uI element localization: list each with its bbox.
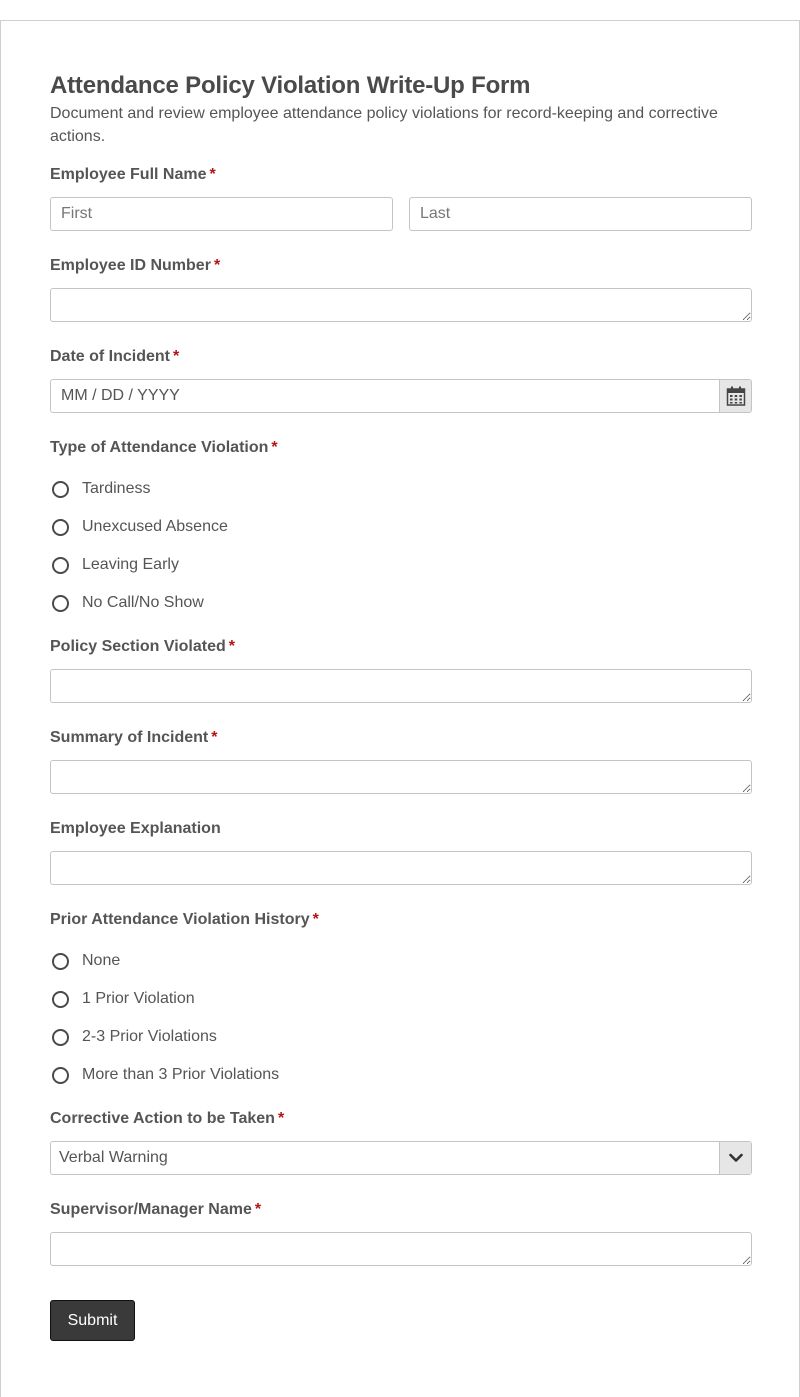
last-name-input[interactable] (409, 197, 752, 231)
corrective-action-select[interactable] (50, 1141, 752, 1175)
radio-label: Leaving Early (82, 556, 179, 573)
date-placeholder: MM / DD / YYYY (61, 387, 180, 404)
violation-type-label-text: Type of Attendance Violation (50, 439, 269, 456)
policy-section-label (50, 638, 235, 656)
supervisor-label (50, 1201, 261, 1219)
incident-date-label (50, 348, 179, 366)
form-title: Attendance Policy Violation Write-Up Form (50, 72, 531, 99)
employee-id-field[interactable] (50, 288, 752, 322)
violation-type-label (50, 439, 278, 457)
radio-option-none[interactable] (50, 949, 120, 973)
radio-button[interactable] (52, 953, 69, 970)
radio-label: Unexcused Absence (82, 518, 228, 535)
radio-option-leaving-early[interactable] (50, 553, 179, 577)
required-marker: * (213, 257, 221, 274)
required-marker: * (209, 166, 216, 183)
radio-label: No Call/No Show (82, 594, 204, 611)
incident-date-field[interactable] (50, 379, 752, 413)
form-card (0, 20, 800, 1397)
radio-button[interactable] (52, 519, 69, 536)
radio-option-tardiness[interactable] (50, 477, 150, 501)
radio-option-1-prior[interactable] (50, 987, 195, 1011)
employee-id-label-text: Employee ID Number (50, 257, 211, 274)
employee-name-label (50, 166, 216, 184)
required-marker: * (254, 1201, 262, 1218)
prior-history-label (50, 911, 319, 929)
prior-history-label-text: Prior Attendance Violation History (50, 911, 310, 928)
summary-field[interactable] (50, 760, 752, 794)
radio-button[interactable] (52, 557, 69, 574)
corrective-action-label (50, 1110, 284, 1128)
submit-button[interactable]: Submit (50, 1300, 135, 1341)
radio-label: More than 3 Prior Violations (82, 1066, 280, 1083)
radio-label: None (82, 952, 121, 969)
calendar-icon (726, 386, 746, 406)
supervisor-field[interactable] (50, 1232, 752, 1266)
employee-id-label (50, 257, 220, 275)
form-description: Document and review employee attendance policy violations for record-keeping and corrective actions. (50, 105, 718, 145)
radio-label: 1 Prior Violation (82, 990, 195, 1007)
select-toggle[interactable] (719, 1142, 751, 1174)
required-marker: * (211, 729, 218, 746)
radio-button[interactable] (52, 595, 69, 612)
required-marker: * (277, 1110, 285, 1127)
incident-date-label-text: Date of Incident (50, 348, 171, 365)
first-name-input[interactable] (50, 197, 393, 231)
required-marker: * (173, 348, 180, 365)
supervisor-label-text: Supervisor/Manager Name (50, 1201, 252, 1218)
summary-label-text: Summary of Incident (50, 729, 209, 746)
radio-button[interactable] (52, 991, 69, 1008)
policy-section-field[interactable] (50, 669, 752, 703)
radio-button[interactable] (52, 481, 69, 498)
corrective-action-label-text: Corrective Action to be Taken (50, 1110, 275, 1127)
radio-button[interactable] (52, 1029, 69, 1046)
policy-section-label-text: Policy Section Violated (50, 638, 226, 655)
chevron-down-icon (729, 1153, 743, 1163)
employee-name-label-text: Employee Full Name (50, 166, 207, 183)
required-marker: * (312, 911, 319, 928)
summary-label (50, 729, 217, 747)
required-marker: * (271, 439, 278, 456)
radio-option-more-than-3[interactable] (50, 1063, 279, 1087)
required-marker: * (228, 638, 235, 655)
radio-label: Tardiness (82, 480, 151, 497)
radio-option-no-call-no-show[interactable] (50, 591, 204, 615)
explanation-label (50, 820, 221, 838)
select-value: Verbal Warning (59, 1149, 168, 1166)
calendar-button[interactable] (719, 380, 751, 412)
explanation-field[interactable] (50, 851, 752, 885)
radio-option-unexcused-absence[interactable] (50, 515, 228, 539)
radio-option-2-3-prior[interactable] (50, 1025, 217, 1049)
radio-label: 2-3 Prior Violations (82, 1028, 217, 1045)
explanation-label-text: Employee Explanation (50, 820, 221, 837)
radio-button[interactable] (52, 1067, 69, 1084)
